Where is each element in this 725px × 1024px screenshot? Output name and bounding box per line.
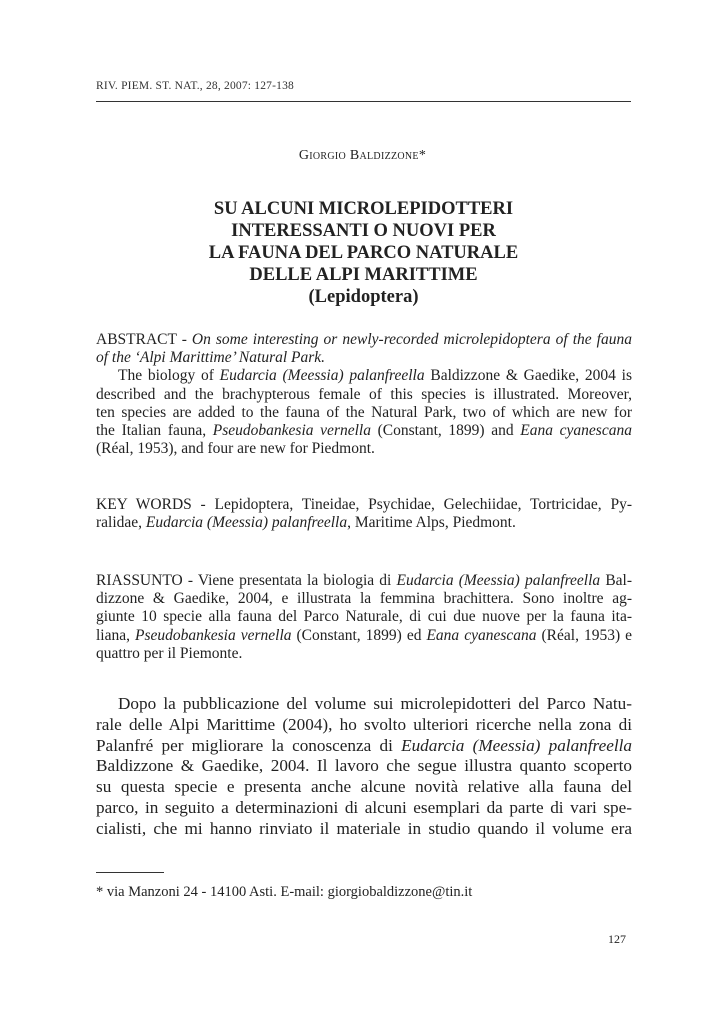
text-span: , Maritime Alps, Piedmont.: [347, 514, 516, 532]
species-name: Pseudobankesia vernella: [135, 626, 292, 644]
abstract-line: described and the brachypterous female of this species is illustrated. Moreover,: [96, 385, 632, 403]
text-span: (Constant, 1899) ed: [291, 626, 427, 644]
paper-title: [96, 198, 631, 308]
body-line: rale delle Alpi Marittime (2004), ho svolto ulteriori ricerche nella zona di: [96, 714, 632, 734]
species-name: Eudarcia (Meessia) palanfreella: [401, 735, 632, 755]
body-paragraph: [96, 694, 632, 840]
footnote: * via Manzoni 24 - 14100 Asti. E-mail: giorgiobaldizzone@tin.it: [96, 884, 473, 900]
running-header: RIV. PIEM. ST. NAT., 28, 2007: 127-138: [96, 80, 294, 92]
title-subtitle: (Lepidoptera): [308, 287, 419, 307]
title-line: DELLE ALPI MARITTIME: [249, 265, 478, 285]
keywords-line: [96, 514, 632, 532]
species-name: Eudarcia (Meessia) palanfreella: [396, 572, 601, 589]
abstract-title-italic: of the ‘Alpi Marittime’ Natural Park.: [96, 349, 326, 367]
riassunto-line: [96, 572, 632, 590]
author-name: Giorgio Baldizzone*: [298, 148, 427, 163]
abstract-line: ten species are added to the fauna of the Natural Park, two of which are new for: [96, 403, 632, 421]
text-span: ralidae,: [96, 514, 146, 532]
text-span: RIASSUNTO - Viene presentata la biologia di: [96, 572, 397, 589]
header-rule: [96, 101, 631, 102]
riassunto-line: quattro per il Piemonte.: [96, 644, 243, 662]
text-span: The biology of: [118, 367, 220, 385]
abstract-line: [96, 349, 632, 367]
text-span: liana,: [96, 626, 135, 644]
footnote-rule: [96, 872, 164, 873]
abstract-line: [96, 331, 632, 349]
abstract: [96, 331, 632, 458]
body-line: cialisti, che mi hanno rinviato il materiale in studio quando il volume era: [96, 818, 632, 838]
title-line: SU ALCUNI MICROLEPIDOTTERI: [213, 199, 514, 219]
abstract-label: ABSTRACT -: [96, 331, 192, 348]
page-number: 127: [608, 932, 626, 946]
text-span: (Réal, 1953) e: [536, 626, 632, 644]
species-name: Pseudobankesia vernella: [212, 422, 371, 440]
riassunto-line: giunte 10 specie alla fauna del Parco Naturale, di cui due nuove per la fauna ita-: [96, 608, 632, 626]
body-line: Dopo la pubblicazione del volume sui microlepidotteri del Parco Natu-: [118, 694, 632, 713]
species-name: Eana cyanescana: [520, 422, 632, 440]
text-span: the Italian fauna,: [96, 422, 213, 440]
text-span: Baldizzone & Gaedike, 2004 is: [424, 367, 633, 385]
text-span: (Constant, 1899) and: [370, 422, 521, 440]
keywords-line: KEY WORDS - Lepidoptera, Tineidae, Psychidae, Gelechiidae, Tortricidae, Py-: [96, 496, 632, 513]
riassunto: [96, 572, 632, 663]
body-line: Baldizzone & Gaedike, 2004. Il lavoro che segue illustra quanto scoperto: [96, 756, 632, 776]
species-name: Eana cyanescana: [426, 626, 537, 644]
abstract-line: [96, 422, 632, 440]
abstract-line: [96, 367, 632, 385]
text-span: Palanfré per migliorare la conoscenza di: [96, 735, 402, 755]
title-line: LA FAUNA DEL PARCO NATURALE: [208, 243, 519, 263]
species-name: Eudarcia (Meessia) palanfreella: [145, 514, 348, 532]
body-line: su questa specie e presenta anche alcune novità relative alla fauna del: [96, 777, 632, 797]
abstract-title-italic: On some interesting or newly-recorded microlepidoptera of the fauna: [191, 331, 632, 348]
riassunto-line: dizzone & Gaedike, 2004, e illustrata la femmina brachittera. Sono inoltre ag-: [96, 590, 632, 608]
species-name: Eudarcia (Meessia) palanfreella: [219, 367, 425, 385]
title-line: INTERESSANTI O NUOVI PER: [231, 221, 496, 241]
abstract-line: (Réal, 1953), and four are new for Piedmont.: [96, 440, 375, 458]
riassunto-line: [96, 627, 632, 645]
text-span: Bal-: [600, 572, 633, 589]
body-line: parco, in seguito a determinazioni di alcuni esemplari da parte di vari spe-: [96, 797, 632, 817]
body-line: [96, 736, 632, 757]
keywords: [96, 496, 632, 532]
